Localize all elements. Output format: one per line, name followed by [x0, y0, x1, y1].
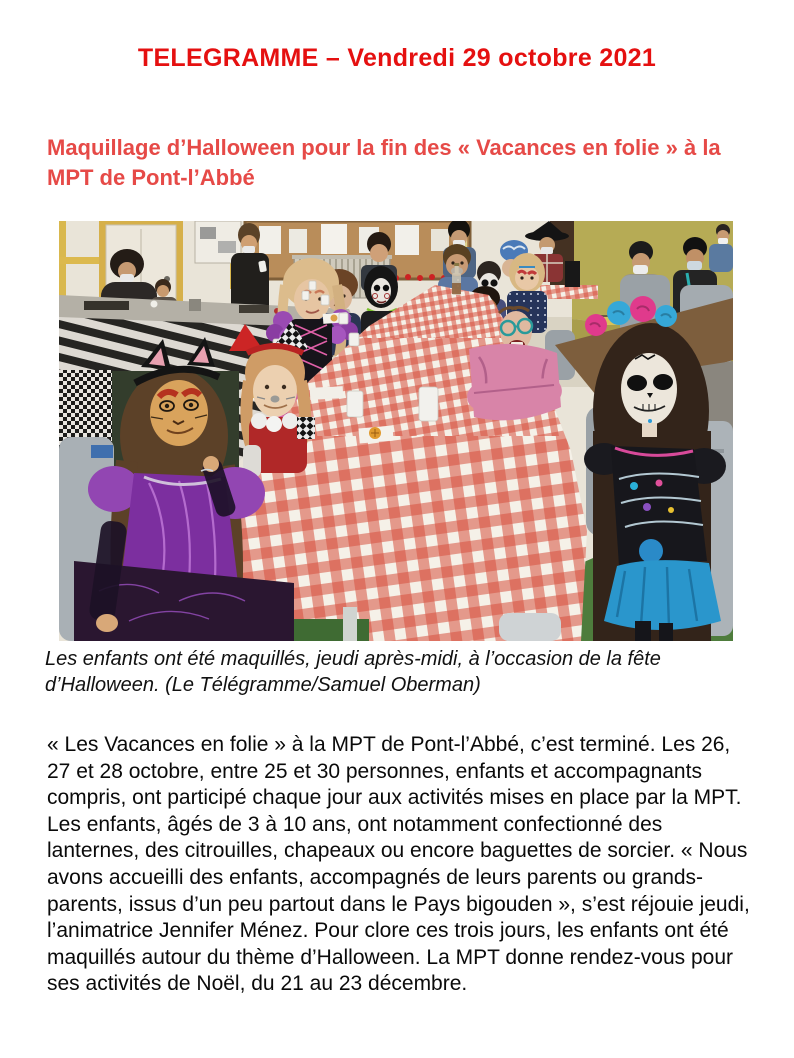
- article-body: « Les Vacances en folie » à la MPT de Pont-l’Abbé, c’est terminé. Les 26, 27 et 28 octobre, entre 25 et 30 personnes, enfants et accompagnants compris, ont participé chaque jour aux activités mises en place par la MPT. Les enfants, âgés de 3 à 10 ans, ont notamment confectionné des lanternes, des citrouilles, chapeaux ou encore baguettes de sorcier. « Nous avons accueilli des enfants, accompagnés de leurs parents ou grands-parents, issus d’un peu partout dans le Pays bigouden », s’est réjouie jeudi, l’animatrice Jennifer Ménez. Pour clore ces trois jours, les enfants ont été maquillés autour du thème d’Halloween. La MPT donne rendez-vous pour ses activités de Noël, du 21 au 23 décembre.: [47, 733, 750, 996]
- masthead-title: TELEGRAMME – Vendredi 29 octobre 2021: [137, 44, 657, 72]
- article-headline: Maquillage d’Halloween pour la fin des « Vacances en folie » à la MPT de Pont-l’Abbé: [47, 135, 721, 190]
- article-photo: [59, 221, 733, 641]
- photo-caption: Les enfants ont été maquillés, jeudi après-midi, à l’occasion de la fête d’Halloween. (Le Télégramme/Samuel Oberman): [45, 648, 661, 696]
